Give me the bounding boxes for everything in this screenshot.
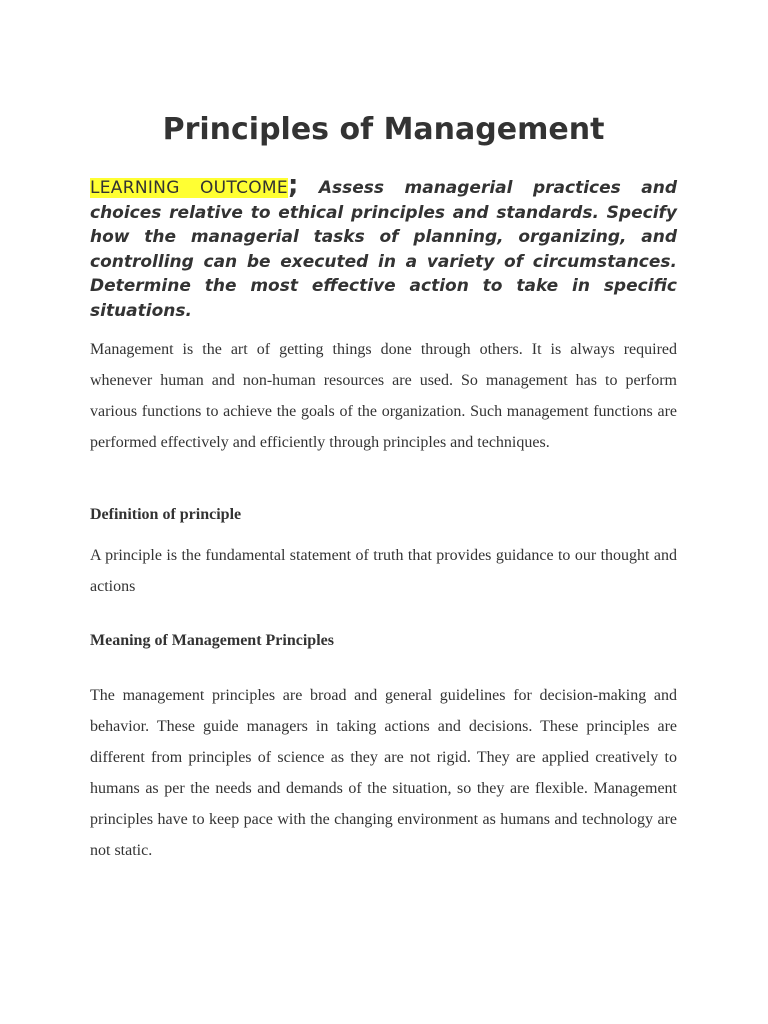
meaning-heading: Meaning of Management Principles [90, 632, 334, 649]
learning-outcome [90, 170, 677, 323]
definition-heading: Definition of principle [90, 506, 242, 523]
intro-paragraph: Management is the art of getting things done through others. It is always required whenever human and non-human resources are used. So management has to perform various functions to achieve the goals of the organization. Such management functions are performed effectively and efficiently through principles and techniques. [90, 341, 677, 451]
page-title: Principles of Management [162, 112, 605, 147]
learning-outcome-label: LEARNING OUTCOME [90, 178, 288, 198]
meaning-paragraph: The management principles are broad and general guidelines for decision-making and behavior. These guide managers in taking actions and decisions. These principles are different from principles of science as they are not rigid. They are applied creatively to humans as per the needs and demands of the situation, so they are flexible. Management principles have to keep pace with the changing environment as humans and technology are not static. [90, 687, 677, 859]
learning-outcome-text: Assess managerial practices and choices relative to ethical principles and standards. Specify how the managerial tasks of planning, organizing, and controlling can be executed in a variety of circumstances. Determine the most effective action to take in specific situations. [90, 178, 677, 321]
learning-outcome-separator: ; [287, 170, 299, 200]
definition-paragraph: A principle is the fundamental statement of truth that provides guidance to our thought and actions [90, 547, 677, 595]
